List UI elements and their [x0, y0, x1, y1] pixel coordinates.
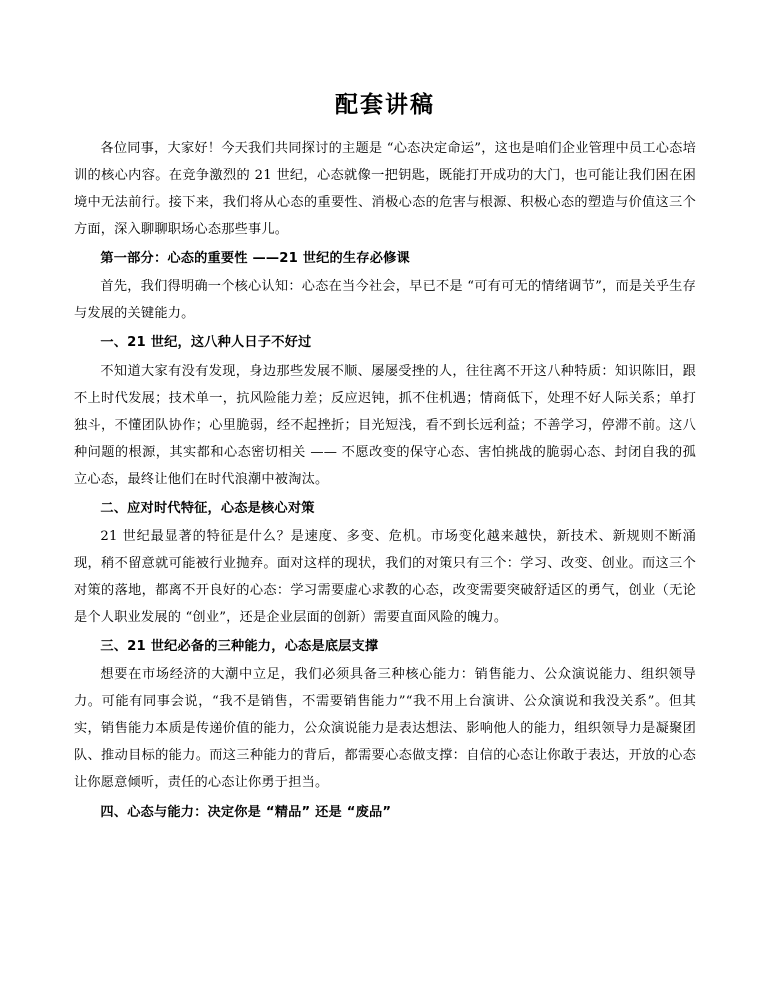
page-title: 配套讲稿	[335, 92, 435, 118]
subsection-heading-three: 三、21 世纪必备的三种能力，心态是底层支撑	[100, 639, 379, 655]
paragraph-three-abilities: 想要在市场经济的大潮中立足，我们必须具备三种核心能力：销售能力、公众演说能力、组织领导力。可能有同事会说，“我不是销售，不需要销售能力”“我不用上台演讲、公众演说和我没关系”。但其实，销售能力本质是传递价值的能力，公众演说能力是表达想法、影响他人的能力，组织领导力是凝聚团队、推动目标的能力。而这三种能力的背后，都需要心态做支撑：自信的心态让你敢于表达，开放的心态让你愿意倾听，责任的心态让你勇于担当。	[74, 667, 696, 791]
subsection-heading-two: 二、应对时代特征，心态是核心对策	[100, 500, 315, 516]
subsection-heading-four: 四、心态与能力：决定你是 “精品” 还是 “废品”	[100, 804, 392, 820]
paragraph-eight-traits: 不知道大家有没有发现，身边那些发展不顺、屡屡受挫的人，往往离不开这八种特质：知识陈旧，跟不上时代发展；技术单一，抗风险能力差；反应迟钝，抓不住机遇；情商低下，处理不好人际关系；单打独斗，不懂团队协作；心里脆弱，经不起挫折；目光短浅，看不到长远利益；不善学习，停滞不前。这八种问题的根源，其实都和心态密切相关 —— 不愿改变的保守心态、害怕挑战的脆弱心态、封闭自我的孤立心态，最终让他们在时代浪潮中被淘汰。	[74, 363, 696, 487]
paragraph-intro: 各位同事，大家好！今天我们共同探讨的主题是 “心态决定命运”，这也是咱们企业管理中员工心态培训的核心内容。在竞争激烈的 21 世纪，心态就像一把钥匙，既能打开成功的大门，也可能让我们困在困境中无法前行。接下来，我们将从心态的重要性、消极心态的危害与根源、积极心态的塑造与价值这三个方面，深入聊聊职场心态那些事儿。	[74, 141, 696, 238]
section-heading-part-one: 第一部分：心态的重要性 ——21 世纪的生存必修课	[100, 251, 410, 267]
paragraph-era-strategy: 21 世纪最显著的特征是什么？是速度、多变、危机。市场变化越来越快，新技术、新规则不断涌现，稍不留意就可能被行业抛弃。面对这样的现状，我们的对策只有三个：学习、改变、创业。而这三个对策的落地，都离不开良好的心态：学习需要虚心求教的心态，改变需要突破舒适区的勇气，创业（无论是个人职业发展的 “创业”，还是企业层面的创新）需要直面风险的魄力。	[74, 528, 696, 626]
subsection-heading-one: 一、21 世纪，这八种人日子不好过	[100, 335, 312, 351]
paragraph-core-cognition: 首先，我们得明确一个核心认知：心态在当今社会，早已不是 “可有可无的情绪调节”，而是关乎生存与发展的关键能力。	[74, 279, 696, 322]
